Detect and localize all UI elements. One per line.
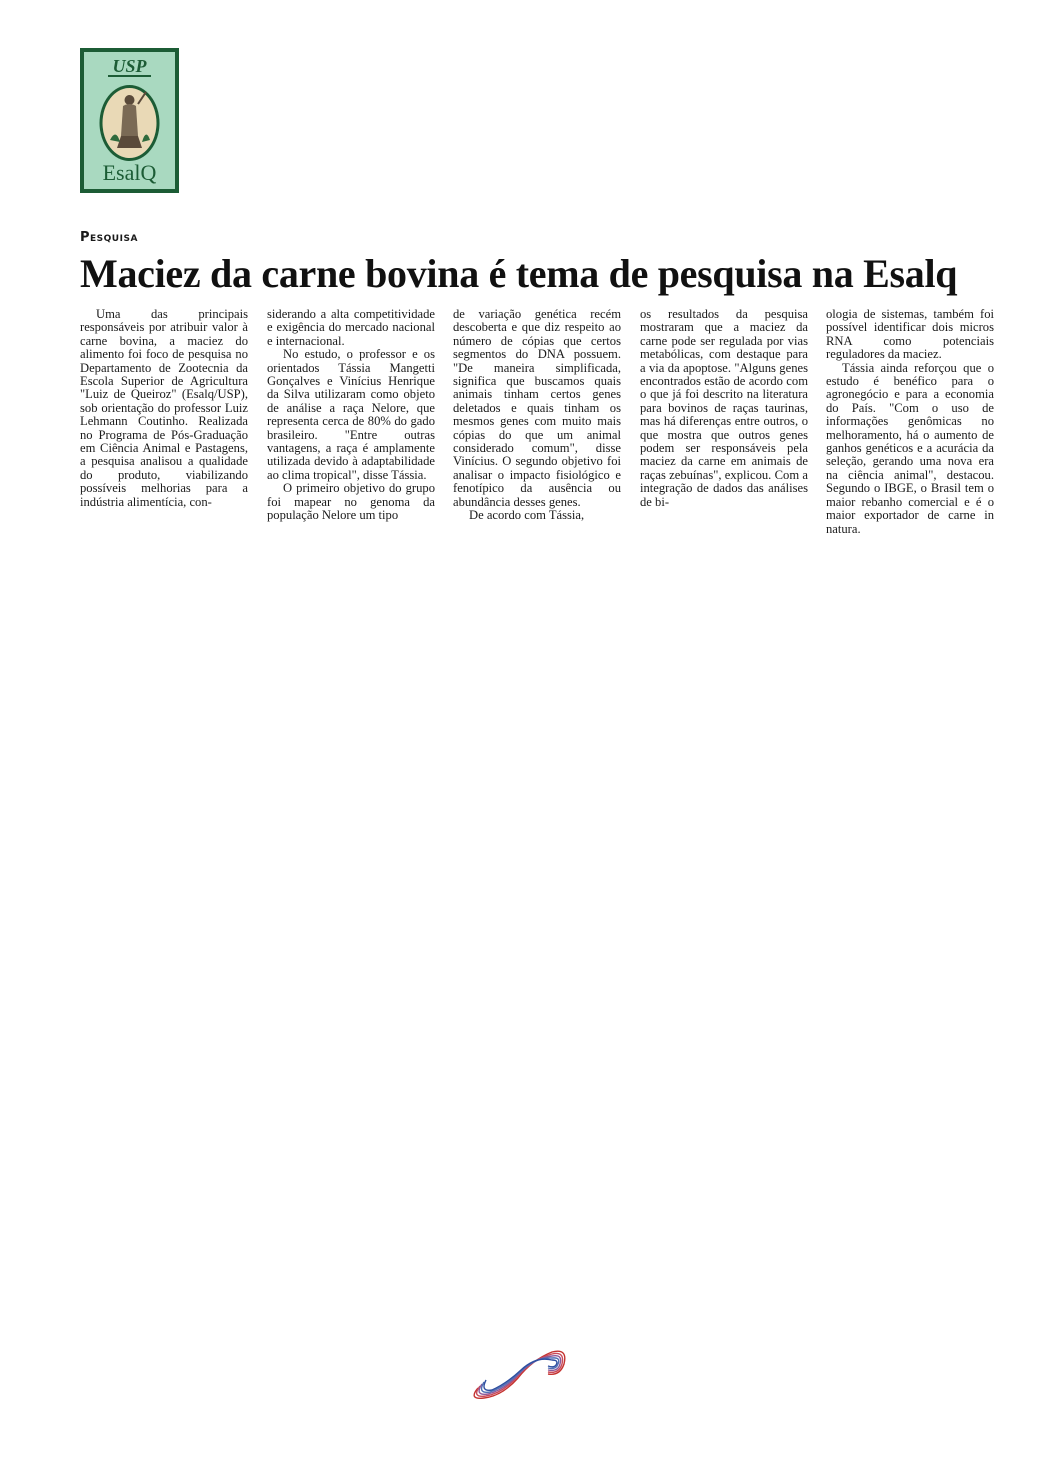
usp-esalq-logo (80, 48, 179, 193)
article-column-4 (640, 308, 808, 558)
article-paragraph: O primeiro objetivo do grupo foi mapear no genoma da população Nelore um tipo (267, 481, 435, 523)
article-paragraph: ologia de sistemas, também foi possível identificar dois micros RNA como potenciais reguladores da maciez. (826, 308, 994, 362)
article-paragraph: Tássia ainda reforçou que o estudo é benéfico para o agronegócio e para a economia do País. "Com o uso de informações genômicas no melhoramento, há o aumento de ganhos genéticos e a acurácia da seleção, gerando uma nova era na ciência animal", destacou. Segundo o IBGE, o Brasil tem o maior rebanho comercial e é o maior exportador de carne in natura. (826, 360, 994, 536)
article-body (80, 308, 996, 558)
logo-top-text: USP (112, 56, 147, 76)
headline: Maciez da carne bovina é tema de pesquisa na Esalq (80, 251, 958, 296)
section-label: Pesquisa (80, 230, 138, 245)
article-paragraph: No estudo, o professor e os orientados Tássia Mangetti Gonçalves e Vinícius Henrique da Silva utilizaram como objeto de análise a raça Nelore, que representa cerca de 80% do gado brasileiro. "Entre outras vantagens, a raça é amplamente utilizada devido à adaptabilidade ao clima tropical", disse Tássia. (267, 347, 435, 482)
ribbon-logo-icon (466, 1344, 570, 1404)
article-paragraph: de variação genética recém descoberta e que diz respeito ao número de cópias que certos segmentos do DNA possuem. "De maneira simplificada, significa que buscamos quais animais tinham certos genes deletados e quais tinham os mesmos genes com muito mais cópias do que um animal considerado comum", disse Vinícius. O segundo objetivo foi analisar o impacto fisiológico e fenotípico da ausência ou abundância desses genes. (453, 308, 621, 509)
logo-bottom-text: EsalQ (102, 160, 157, 185)
article-paragraph: De acordo com Tássia, (469, 508, 585, 523)
article-column-5 (826, 308, 994, 558)
article-paragraph: os resultados da pesquisa mostraram que a maciez da carne pode ser regulada por vias metabólicas, com destaque para a via da apoptose. "Alguns genes encontrados estão de acordo com o que já foi descrito na literatura para bovinos de raças taurinas, mas há diferenças entre outros, o que mostra que outros genes podem ser responsáveis pela maciez da carne em animais de raças zebuínas", explicou. Com a integração de dados das análises de bi- (640, 308, 808, 509)
article-column-3 (453, 308, 621, 558)
article-paragraph: siderando a alta competitividade e exigência do mercado nacional e internacional. (267, 308, 435, 348)
esalq-crest-icon (80, 48, 179, 193)
article-column-1 (80, 308, 248, 558)
article-column-2 (267, 308, 435, 558)
article-paragraph: Uma das principais responsáveis por atribuir valor à carne bovina, a maciez do alimento foi foco de pesquisa no Departamento de Zootecnia da Escola Superior de Agricultura "Luiz de Queiroz" (Esalq/USP), sob orientação do professor Luiz Lehmann Coutinho. Realizada no Programa de Pós-Graduação em Ciência Animal e Pastagens, a pesquisa analisou a qualidade do produto, viabilizando possíveis melhorias para a indústria alimentícia, con- (80, 308, 248, 509)
